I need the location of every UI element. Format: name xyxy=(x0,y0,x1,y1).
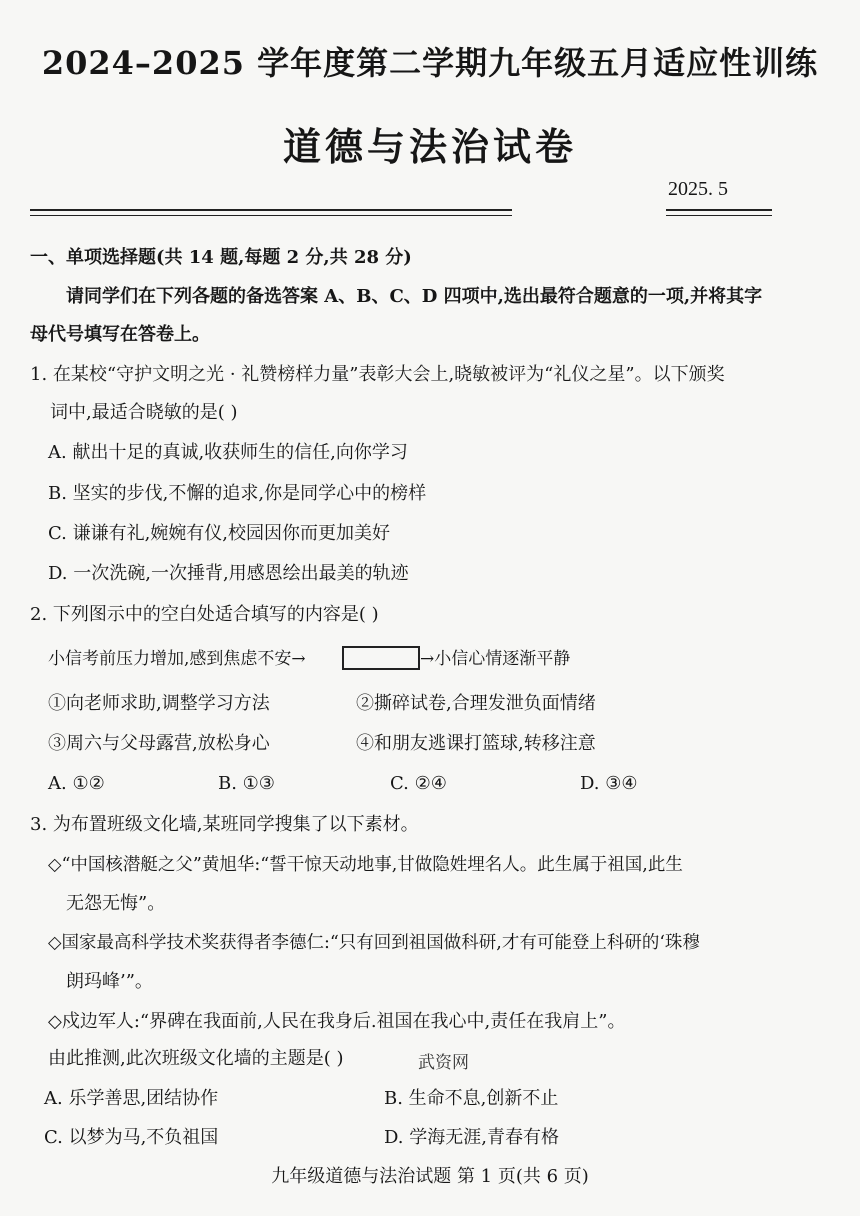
exam-date: 2025. 5 xyxy=(668,178,728,200)
flow-blank-box xyxy=(342,646,420,670)
page-footer: 九年级道德与法治试题 第 1 页(共 6 页) xyxy=(271,1166,589,1187)
material-1-cont: 无怨无悔”。 xyxy=(66,893,166,914)
question-3-option-d: D. 学海无涯,青春有格 xyxy=(384,1127,559,1148)
material-3: ◇戍边军人:“界碑在我面前,人民在我身后.祖国在我心中,责任在我肩上”。 xyxy=(48,1011,626,1032)
flow-right-text: →小信心情逐渐平静 xyxy=(420,649,571,669)
question-2-stem: 2. 下列图示中的空白处适合填写的内容是( ) xyxy=(30,604,379,625)
question-2-item-3: ③周六与父母露营,放松身心 xyxy=(48,733,270,754)
material-2: ◇国家最高科学技术奖获得者李德仁:“只有回到祖国做科研,才有可能登上科研的‘珠穆 xyxy=(48,933,700,953)
question-2-option-c: C. ②④ xyxy=(390,773,447,794)
question-2-item-2: ②撕碎试卷,合理发泄负面情绪 xyxy=(356,693,596,714)
section-heading: 一、单项选择题(共 14 题,每题 2 分,共 28 分) xyxy=(30,247,412,268)
question-1-option-d: D. 一次洗碗,一次捶背,用感恩绘出最美的轨迹 xyxy=(48,563,409,584)
question-1-stem: 1. 在某校“守护文明之光 · 礼赞榜样力量”表彰大会上,晓敏被评为“礼仪之星”。以下颁奖 xyxy=(30,364,725,385)
question-1-option-a: A. 献出十足的真诚,收获师生的信任,向你学习 xyxy=(48,442,408,463)
question-2-item-1: ①向老师求助,调整学习方法 xyxy=(48,693,270,714)
question-3-option-b: B. 生命不息,创新不止 xyxy=(384,1088,559,1109)
material-1: ◇“中国核潜艇之父”黄旭华:“誓干惊天动地事,甘做隐姓埋名人。此生属于祖国,此生 xyxy=(48,855,683,875)
header-rule-right-top xyxy=(666,209,772,211)
question-3-stem: 3. 为布置班级文化墙,某班同学搜集了以下素材。 xyxy=(30,814,419,835)
material-2-cont: 朗玛峰’”。 xyxy=(66,971,153,992)
header-rule-left-top xyxy=(30,209,512,211)
header-rule-right-bottom xyxy=(666,215,772,216)
watermark-text: 武资网 xyxy=(418,1053,469,1073)
question-1-option-c: C. 谦谦有礼,婉婉有仪,校园因你而更加美好 xyxy=(48,523,391,544)
question-3-option-c: C. 以梦为马,不负祖国 xyxy=(44,1127,219,1148)
question-2-option-b: B. ①③ xyxy=(218,773,275,794)
question-3-option-a: A. 乐学善思,团结协作 xyxy=(44,1088,219,1109)
question-1-stem-cont: 词中,最适合晓敏的是( ) xyxy=(50,402,238,423)
section-instruction-cont: 母代号填写在答卷上。 xyxy=(30,324,210,345)
question-3-conclusion: 由此推测,此次班级文化墙的主题是( ) xyxy=(48,1048,344,1069)
flow-left-text: 小信考前压力增加,感到焦虑不安→ xyxy=(48,649,306,669)
question-2-item-4: ④和朋友逃课打篮球,转移注意 xyxy=(356,733,596,754)
section-instruction: 请同学们在下列各题的备选答案 A、B、C、D 四项中,选出最符合题意的一项,并将其字 xyxy=(66,286,763,307)
question-2-option-d: D. ③④ xyxy=(580,773,638,794)
header-rule-left-bottom xyxy=(30,215,512,216)
exam-title: 2024–2025 学年度第二学期九年级五月适应性训练 xyxy=(41,44,819,82)
question-2-option-a: A. ①② xyxy=(48,773,105,794)
exam-subject-title: 道德与法治试卷 xyxy=(282,124,577,169)
question-1-option-b: B. 坚实的步伐,不懈的追求,你是同学心中的榜样 xyxy=(48,483,427,504)
